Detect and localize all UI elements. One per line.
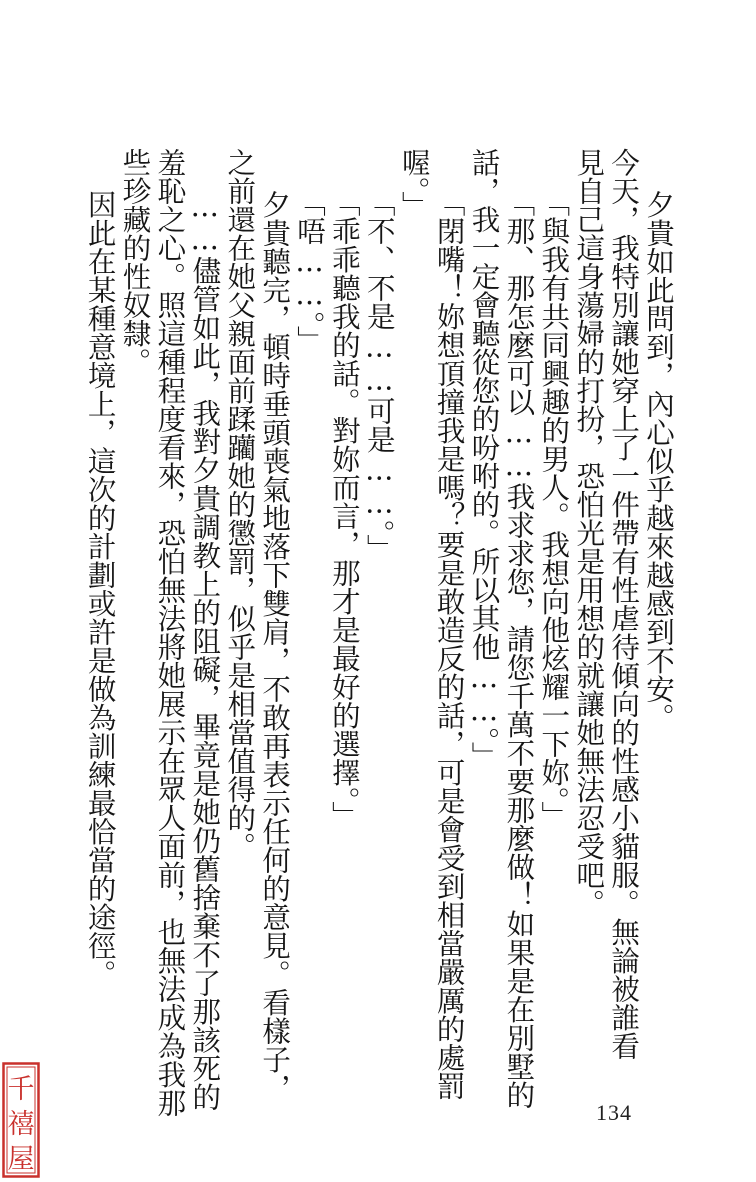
text-column: 羞恥之心。照這種程度看來，恐怕無法將她展示在眾人面前，也無法成為我那 [153, 148, 187, 1117]
text-column: 喔。」 [397, 148, 431, 220]
text-column: 「閉嘴！妳想頂撞我是嗎？要是敢造反的話，可是會受到相當嚴厲的處罰 [432, 188, 466, 1100]
page-number: 134 [596, 1100, 632, 1125]
text-column: 夕貴如此問到，內心似乎越來越感到不安。 [642, 190, 675, 732]
publisher-seal-icon [2, 1062, 40, 1178]
text-column: 因此在某種意境上，這次的計劃或許是做為訓練最恰當的途徑。 [83, 190, 117, 988]
text-column: 之前還在她父親面前蹂躪她的懲罰，似乎是相當值得的。 [223, 148, 257, 861]
text-column: ……儘管如此，我對夕貴調教上的阻礙，畢竟是她仍舊捨棄不了那該死的 [188, 190, 222, 1111]
text-column: 見自己這身蕩婦的打扮，恐怕光是用想的就讓她無法忍受吧。 [572, 148, 606, 918]
text-column: 「唔……。」 [293, 188, 326, 354]
svg-text:屋: 屋 [7, 1144, 35, 1175]
text-column: 今天，我特別讓她穿上了一件帶有性虐待傾向的性感小貓服。無論被誰看 [607, 148, 641, 1060]
text-column: 「不、不是……可是……。」 [362, 188, 396, 563]
text-column: 夕貴聽完，頓時垂頭喪氣地落下雙肩，不敢再表示任何的意見。看樣子， [258, 190, 292, 1102]
svg-text:千: 千 [7, 1074, 35, 1105]
text-column: 話，我一定會聽從您的吩咐的。所以其他……。」 [467, 148, 501, 770]
text-column: 「那、那怎麼可以……我求求您，請您千萬不要那麼做！如果是在別墅的 [502, 188, 536, 1109]
text-column: 「乖乖聽我的話。對妳而言，那才是最好的選擇。」 [327, 188, 361, 830]
svg-text:禧: 禧 [7, 1109, 35, 1140]
text-column: 些珍藏的性奴隸。 [118, 148, 152, 376]
text-column: 「與我有共同興趣的男人。我想向他炫耀一下妳。」 [537, 188, 571, 830]
